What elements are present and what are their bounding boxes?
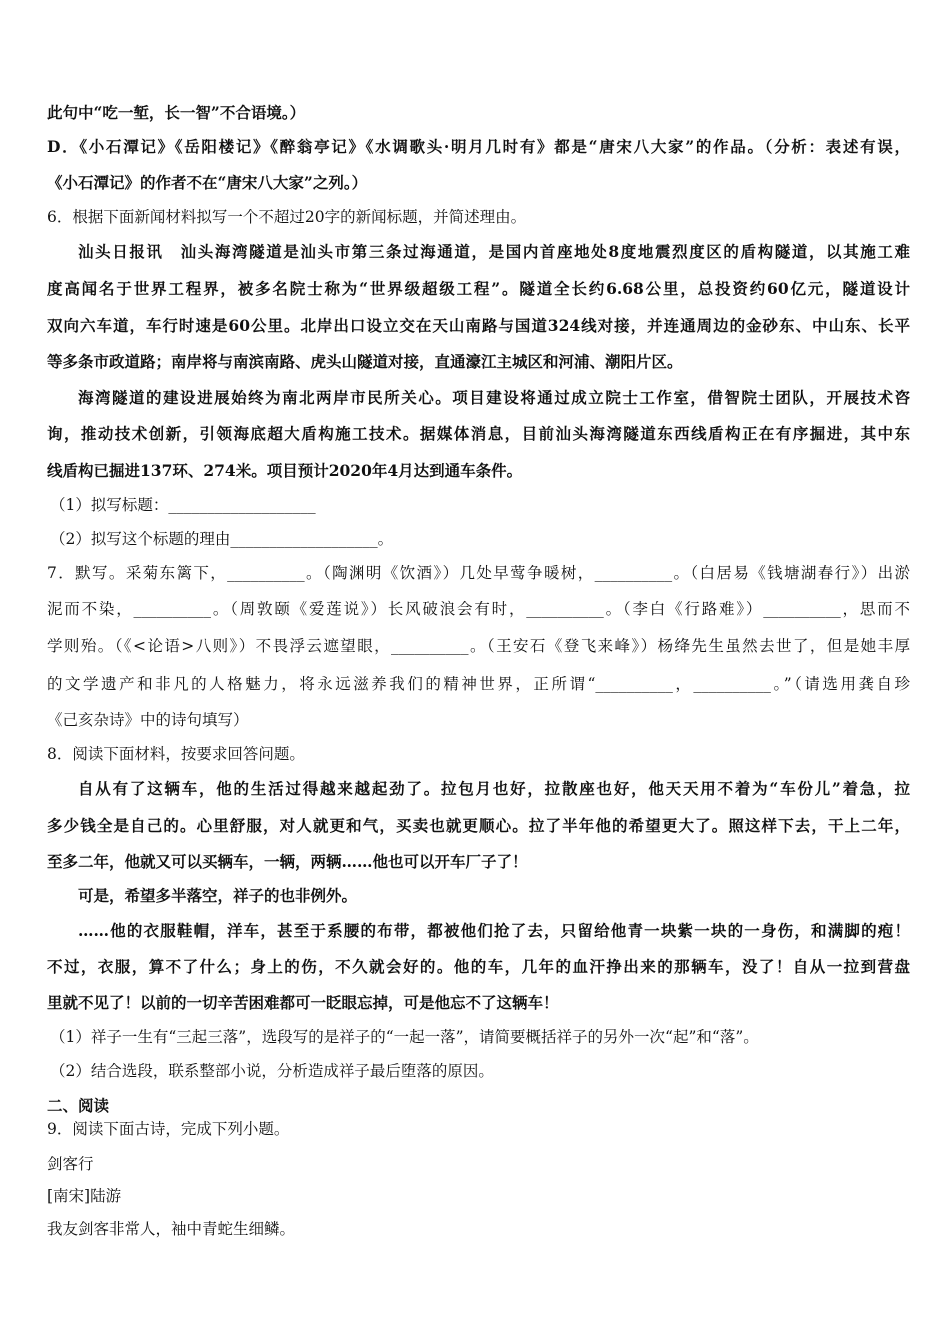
poem-line: 我友剑客非常人，袖中青蛇生细鳞。 bbox=[47, 1220, 296, 1238]
question-7-line: 泥而不染，__________。（周敦颐《爱莲说》）长风破浪会有时，__________。（李白《行路难》）__________，思而不 bbox=[47, 600, 910, 618]
question-7-line: 7．默写。采菊东篱下，__________。（陶渊明《饮酒》）几处早莺争暖树，__________。（白居易《钱塘湖春行》）出淤 bbox=[47, 564, 910, 582]
passage-line: 度高闻名于世界工程界，被多名院士称为“世界级超级工程”。隧道全长约6.68公里，总投资约60亿元，隧道设计 bbox=[47, 279, 910, 298]
passage-line: 可是，希望多半落空，祥子的也非例外。 bbox=[78, 886, 358, 905]
option-d-line: D．《小石潭记》《岳阳楼记》《醉翁亭记》《水调歌头·明月几时有》都是“唐宋八大家”的作品。（分析：表述有误， bbox=[47, 137, 910, 156]
passage-line: 线盾构已掘进137环、274米。项目预计2020年4月达到通车条件。 bbox=[47, 461, 523, 480]
poem-title: 剑客行 bbox=[47, 1155, 94, 1173]
passage-line: 等多条市政道路；南岸将与南滨南路、虎头山隧道对接，直通濠江主城区和河浦、潮阳片区。 bbox=[47, 352, 683, 371]
question-7-line: 《己亥杂诗》中的诗句填写） bbox=[47, 711, 249, 729]
passage-line: 多少钱全是自己的。心里舒服，对人就更和气，买卖也就更顺心。拉了半年他的希望更大了。照这样下去，干上二年， bbox=[47, 816, 910, 835]
question-6-stem: 6．根据下面新闻材料拟写一个不超过20字的新闻标题，并简述理由。 bbox=[47, 208, 527, 226]
passage-line: 不过，衣服，算不了什么；身上的伤，不久就会好的。他的车，几年的血汗挣出来的那辆车，没了！自从一拉到营盘 bbox=[47, 957, 910, 976]
passage-line: 双向六车道，车行时速是60公里。北岸出口设立交在天山南路与国道324线对接，并连通周边的金砂东、中山东、长平 bbox=[47, 316, 910, 335]
passage-line: 里就不见了！以前的一切辛苦困难都可一眨眼忘掉，可是他忘不了这辆车！ bbox=[47, 993, 559, 1012]
passage-line: 汕头日报讯 汕头海湾隧道是汕头市第三条过海通道，是国内首座地处8度地震烈度区的盾构隧道，以其施工难 bbox=[78, 242, 910, 261]
answer-title-blank: （1）拟写标题：___________________ bbox=[50, 496, 316, 514]
passage-line: 自从有了这辆车，他的生活过得越来越起劲了。拉包月也好，拉散座也好，他天天用不着为“车份儿”着急，拉 bbox=[78, 779, 910, 798]
text-line: 此句中“吃一堑，长一智”不合语境。） bbox=[47, 103, 306, 122]
text-line: 《小石潭记》的作者不在“唐宋八大家”之列。） bbox=[47, 173, 368, 192]
question-8-part-2: （2）结合选段，联系整部小说，分析造成祥子最后堕落的原因。 bbox=[50, 1062, 494, 1080]
passage-line: 至多二年，他就又可以买辆车，一辆，两辆……他也可以开车厂子了！ bbox=[47, 852, 528, 871]
question-7-line: 的文学遗产和非凡的人格魅力，将永远滋养我们的精神世界，正所谓“__________，__________。”（请选用龚自珍 bbox=[47, 675, 910, 693]
passage-line: 询，推动技术创新，引领海底超大盾构施工技术。据媒体消息，目前汕头海湾隧道东西线盾构正在有序掘进，其中东 bbox=[47, 424, 910, 443]
answer-reason-blank: （2）拟写这个标题的理由___________________。 bbox=[50, 530, 394, 548]
question-8-stem: 8．阅读下面材料，按要求回答问题。 bbox=[47, 745, 305, 763]
question-9-stem: 9．阅读下面古诗，完成下列小题。 bbox=[47, 1120, 290, 1138]
question-8-part-1: （1）祥子一生有“三起三落”，选段写的是祥子的“一起一落”，请简要概括祥子的另外一次“起”和“落”。 bbox=[50, 1028, 759, 1046]
passage-line: 海湾隧道的建设进展始终为南北两岸市民所关心。项目建设将通过成立院士工作室，借智院士团队，开展技术咨 bbox=[78, 388, 910, 407]
poem-author: [南宋]陆游 bbox=[47, 1187, 122, 1205]
section-heading: 二、阅读 bbox=[47, 1096, 110, 1115]
passage-line: ……他的衣服鞋帽，洋车，甚至于系腰的布带，都被他们抢了去，只留给他青一块紫一块的一身伤，和满脚的疱！ bbox=[78, 921, 910, 940]
question-7-line: 学则殆。（《<论语>八则》）不畏浮云遮望眼，__________。（王安石《登飞来峰》）杨绛先生虽然去世了，但是她丰厚 bbox=[47, 637, 910, 655]
